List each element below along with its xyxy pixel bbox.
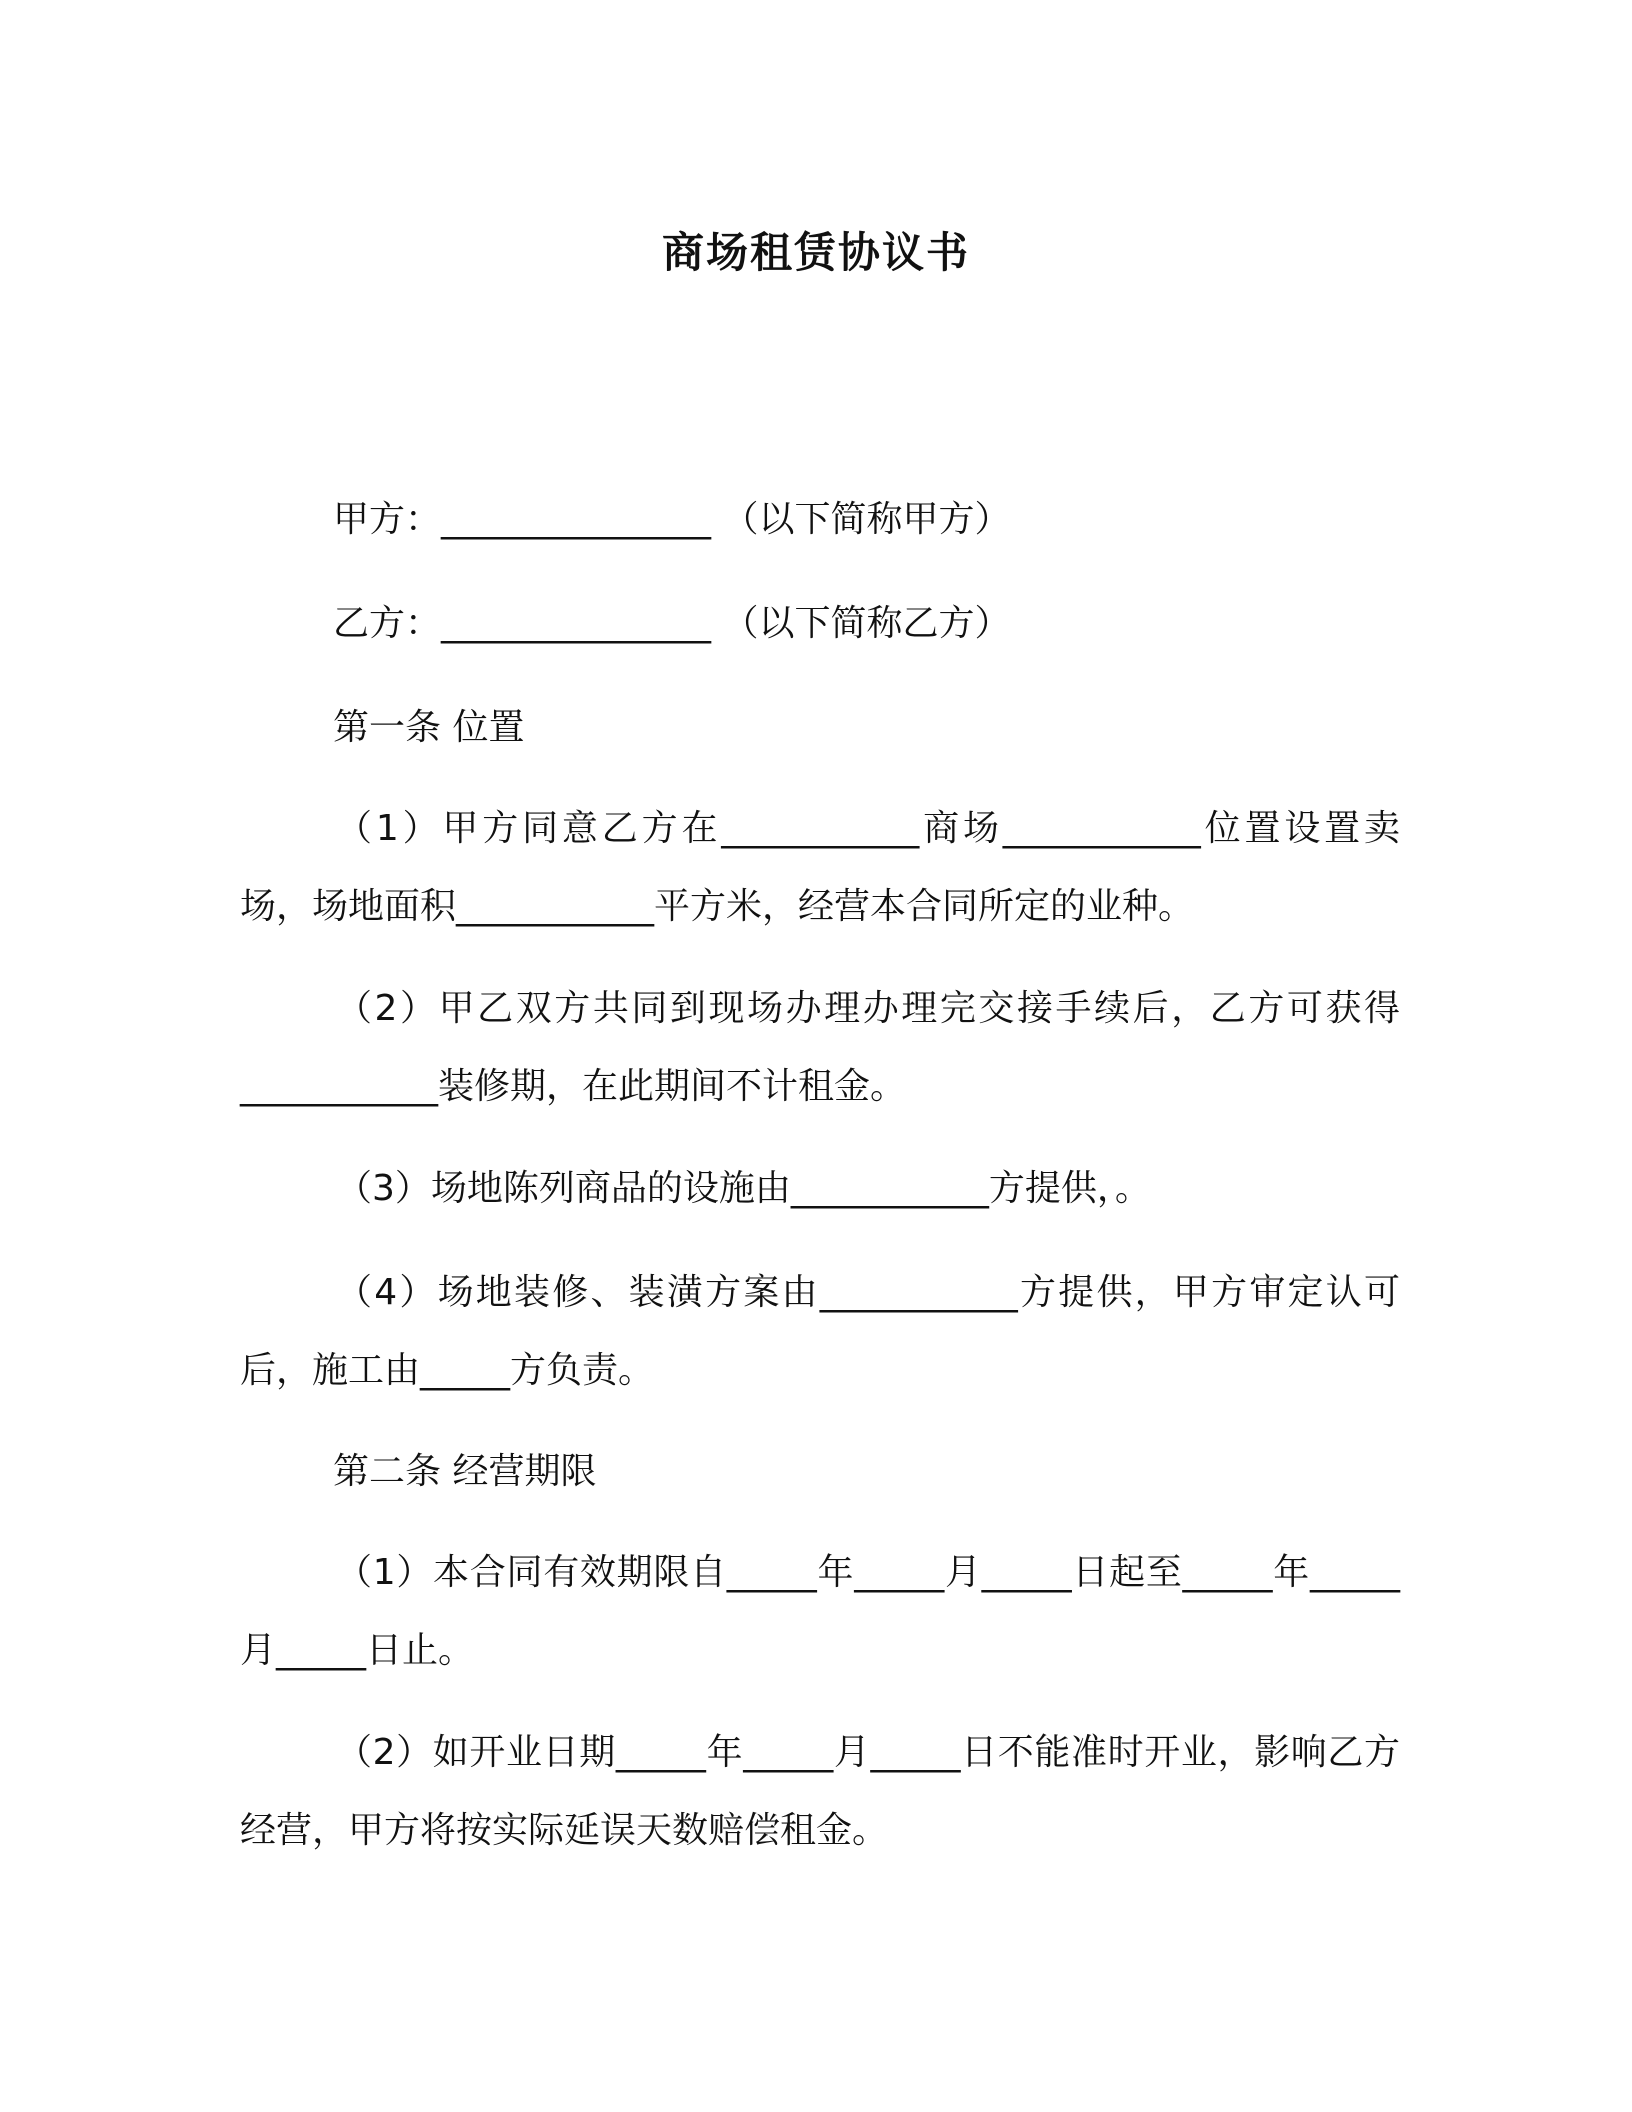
article-2-heading: 第二条 经营期限 xyxy=(333,1451,597,1492)
article-1-clause-1: （1）甲方同意乙方在___________商场___________位置设置卖场，场地面积___________平方米，经营本合同所定的业种。 xyxy=(240,808,1400,927)
article-1-clause-3: （3）场地陈列商品的设施由___________方提供，。 xyxy=(336,1168,1151,1209)
document-title: 商场租赁协议书 xyxy=(661,228,970,277)
party-a-line: 甲方：_______________ （以下简称甲方） xyxy=(333,499,1011,540)
article-2-clause-2: （2）如开业日期_____年_____月_____日不能准时开业，影响乙方经营，甲方将按实际延误天数赔偿租金。 xyxy=(240,1732,1400,1851)
article-2-clause-1: （1）本合同有效期限自_____年_____月_____日起至_____年_____月_____日止。 xyxy=(240,1552,1400,1671)
article-1-heading: 第一条 位置 xyxy=(333,707,525,748)
article-1-clause-4: （4）场地装修、装潢方案由___________方提供，甲方审定认可后，施工由_____方负责。 xyxy=(240,1272,1400,1391)
article-1-clause-2: （2）甲乙双方共同到现场办理办理完交接手续后，乙方可获得___________装修期，在此期间不计租金。 xyxy=(240,988,1400,1107)
party-b-line: 乙方：_______________ （以下简称乙方） xyxy=(333,603,1011,644)
